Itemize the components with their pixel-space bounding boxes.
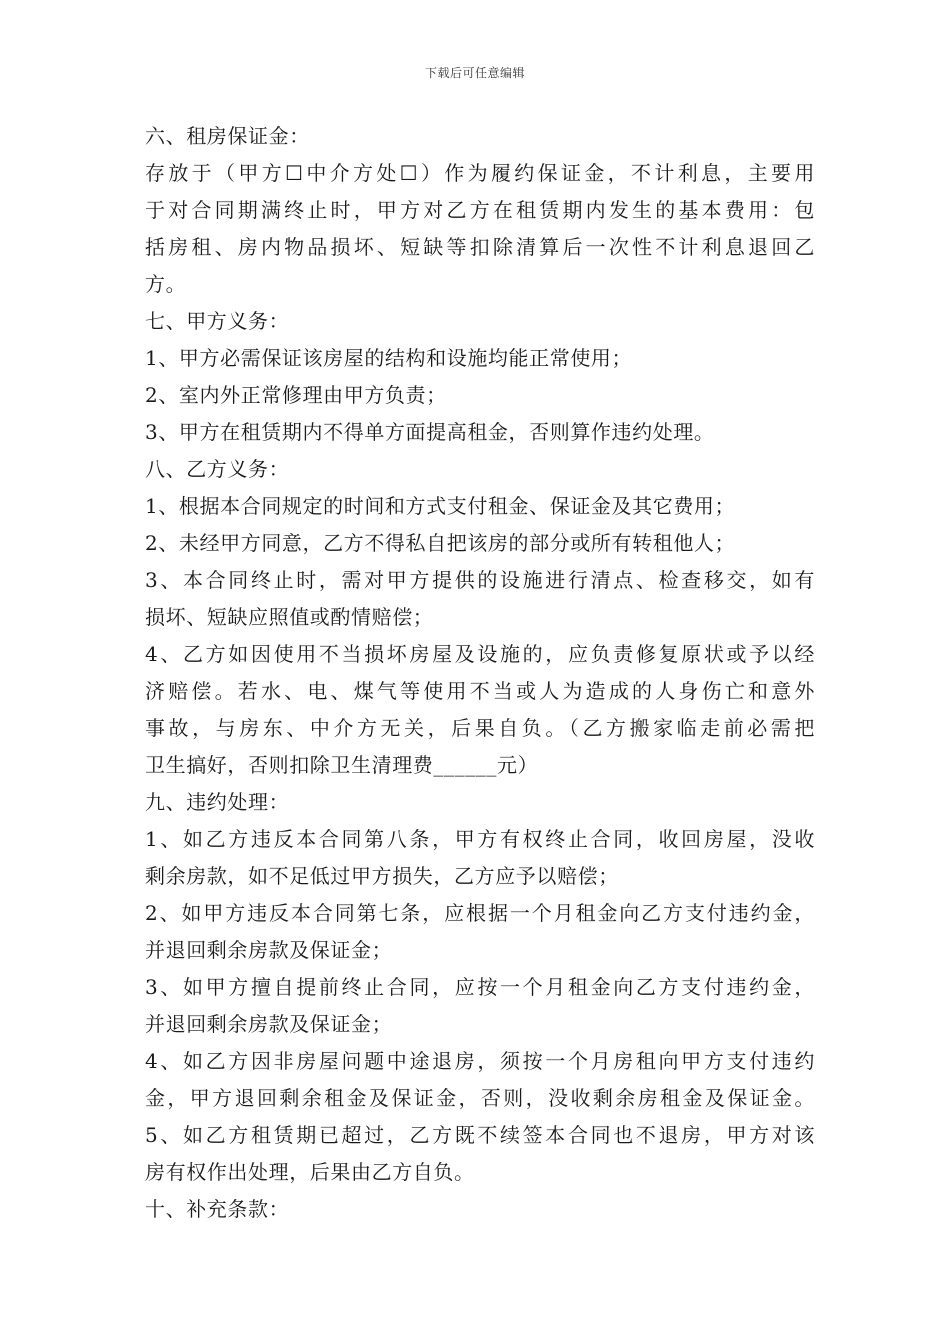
clause-line: 济赔偿。若水、电、煤气等使用不当或人为造成的人身伤亡和意外 <box>145 679 815 703</box>
section-heading-breach: 九、违约处理： <box>145 790 290 814</box>
section-heading-supplementary: 十、补充条款： <box>145 1197 290 1221</box>
clause-line: 金，甲方退回剩余租金及保证金，否则，没收剩余房租金及保证金。 <box>145 1086 815 1110</box>
section-heading-landlord-obligations: 七、甲方义务： <box>145 309 290 333</box>
clause-line: 2、室内外正常修理由甲方负责； <box>145 383 447 407</box>
page-header-note: 下载后可任意编辑 <box>424 66 525 80</box>
contract-body <box>145 118 815 1228</box>
clause-line: 并退回剩余房款及保证金； <box>145 1012 393 1036</box>
clause-line: 房有权作出处理，后果由乙方自负。 <box>145 1160 475 1184</box>
section-heading-deposit: 六、租房保证金： <box>145 124 310 148</box>
paragraph-line: 方。 <box>145 272 187 296</box>
clause-line: 1、甲方必需保证该房屋的结构和设施均能正常使用； <box>145 346 633 370</box>
clause-line: 1、如乙方违反本合同第八条，甲方有权终止合同，收回房屋，没收 <box>145 827 815 851</box>
paragraph-line: 于对合同期满终止时，甲方对乙方在租赁期内发生的基本费用：包 <box>145 198 815 222</box>
clause-line: 4、如乙方因非房屋问题中途退房，须按一个月房租向甲方支付违约 <box>145 1049 815 1073</box>
section-heading-tenant-obligations: 八、乙方义务： <box>145 457 290 481</box>
paragraph-line: 存放于（甲方☐中介方处☐）作为履约保证金，不计利息，主要用 <box>145 161 815 185</box>
clause-line: 3、如甲方擅自提前终止合同，应按一个月租金向乙方支付违约金， <box>145 975 815 999</box>
clause-line: 3、本合同终止时，需对甲方提供的设施进行清点、检查移交，如有 <box>145 568 815 592</box>
clause-line: 损坏、短缺应照值或酌情赔偿； <box>145 605 434 629</box>
clause-line: 卫生搞好，否则扣除卫生清理费______元） <box>145 753 539 777</box>
clause-line: 2、未经甲方同意，乙方不得私自把该房的部分或所有转租他人； <box>145 531 736 555</box>
clause-line: 4、乙方如因使用不当损坏房屋及设施的，应负责修复原状或予以经 <box>145 642 815 666</box>
clause-line: 5、如乙方租赁期已超过，乙方既不续签本合同也不退房，甲方对该 <box>145 1123 815 1147</box>
clause-line: 并退回剩余房款及保证金； <box>145 938 393 962</box>
clause-line: 2、如甲方违反本合同第七条，应根据一个月租金向乙方支付违约金， <box>145 901 815 925</box>
clause-line: 剩余房款，如不足低过甲方损失，乙方应予以赔偿； <box>145 864 619 888</box>
clause-line: 3、甲方在租赁期内不得单方面提高租金，否则算作违约处理。 <box>145 420 715 444</box>
clause-line: 1、根据本合同规定的时间和方式支付租金、保证金及其它费用； <box>145 494 736 518</box>
paragraph-line: 括房租、房内物品损坏、短缺等扣除清算后一次性不计利息退回乙 <box>145 235 815 259</box>
clause-line: 事故，与房东、中介方无关，后果自负。（乙方搬家临走前必需把 <box>145 716 815 740</box>
